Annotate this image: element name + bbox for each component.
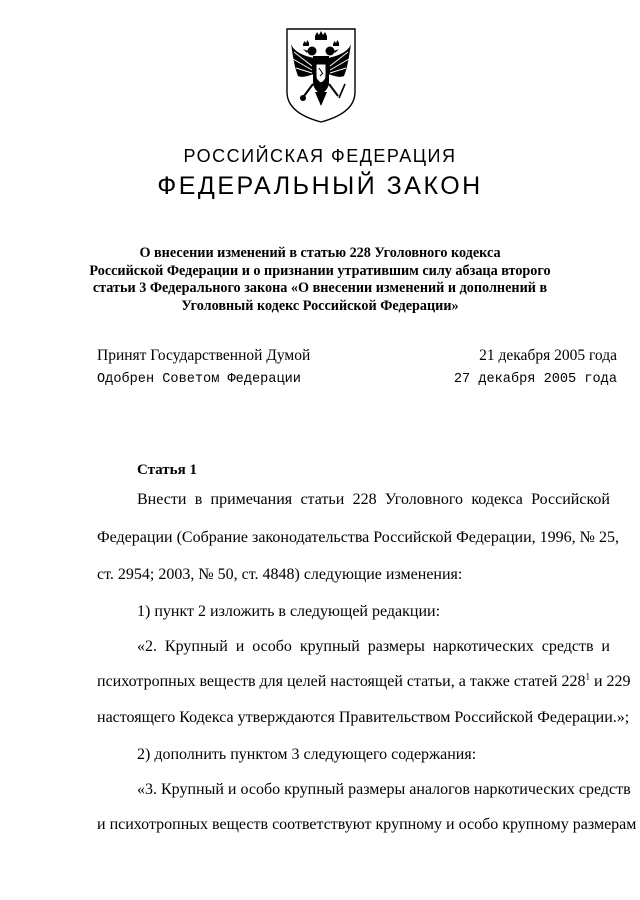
article-text-line: 1) пункт 2 изложить в следующей редакции: — [137, 603, 441, 620]
article-text-line — [97, 671, 631, 692]
subject-line: Уголовный кодекс Российской Федерации» — [181, 297, 459, 314]
article-text-segment: и 229 — [589, 673, 631, 690]
article-text-line: Внести в примечания статьи 228 Уголовного кодекса Российской — [137, 491, 610, 508]
article-text-line: ст. 2954; 2003, № 50, ст. 4848) следующие изменения: — [97, 566, 463, 583]
subject-line: О внесении изменений в статью 228 Уголовного кодекса — [139, 245, 501, 261]
council-approval-label: Одобрен Советом Федерации — [97, 372, 301, 387]
article-text-line: «2. Крупный и особо крупный размеры наркотических средств и — [137, 638, 610, 655]
subject-line: Российской Федерации и о признании утратившим силу абзаца второго — [89, 262, 551, 279]
council-approval-date: 27 декабря 2005 года — [453, 372, 617, 387]
duma-adoption-date: 21 декабря 2005 года — [479, 347, 617, 364]
document-type-heading: ФЕДЕРАЛЬНЫЙ ЗАКОН — [157, 172, 483, 200]
country-heading: РОССИЙСКАЯ ФЕДЕРАЦИЯ — [183, 146, 457, 166]
article-text-segment: психотропных веществ для целей настоящей статьи, а также статей 228 — [97, 673, 586, 690]
coat-of-arms-emblem — [284, 26, 358, 124]
subject-line: статьи 3 Федерального закона «О внесении изменений и дополнений в — [92, 280, 548, 296]
article-text-line: «3. Крупный и особо крупный размеры аналогов наркотических средств — [137, 781, 631, 798]
article-text-line: настоящего Кодекса утверждаются Правительством Российской Федерации.»; — [97, 709, 630, 726]
article-text-line: и психотропных веществ соответствуют крупному и особо крупному размерам — [97, 816, 637, 833]
article-text-line: Федерации (Собрание законодательства Российской Федерации, 1996, № 25, — [97, 529, 619, 546]
duma-adoption-label: Принят Государственной Думой — [97, 347, 311, 364]
law-subject-title — [60, 245, 580, 315]
article-title: Статья 1 — [137, 462, 197, 478]
article-text-line: 2) дополнить пунктом 3 следующего содержания: — [137, 746, 477, 763]
superscript: 1 — [585, 671, 590, 682]
